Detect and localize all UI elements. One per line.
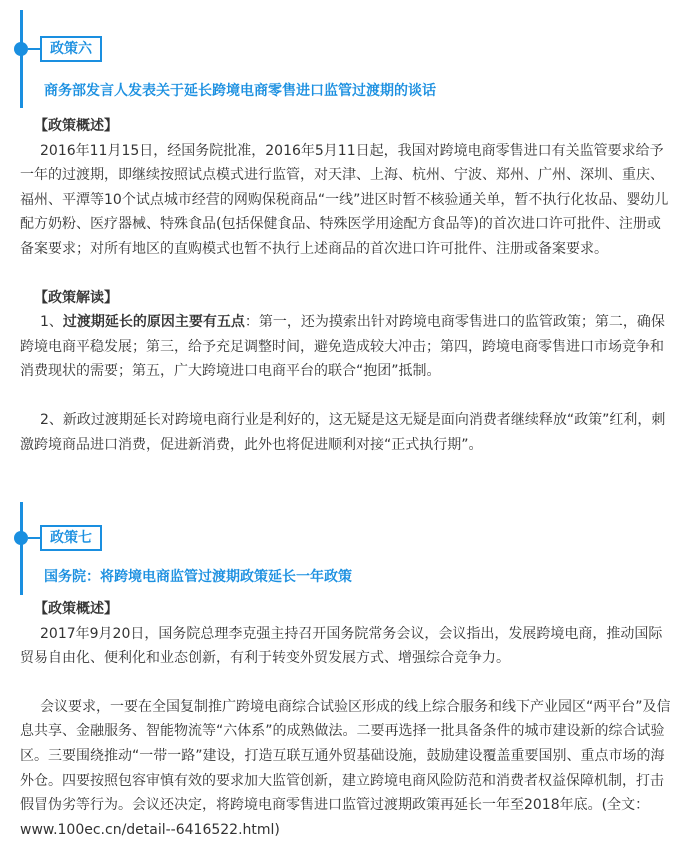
- analysis-point-1: [20, 310, 672, 384]
- point-heading: 过渡期延长的原因主要有五点: [62, 314, 245, 331]
- point-text: ：第一，还为摸索出针对跨境电商零售进口的监管政策；第二，确保跨境电商平稳发展；第三，给予充足调整时间，避免造成较大冲击；第四，跨境电商零售进口市场竞争和消费现状的需要；第五，广大跨境进口电商平台的联合“抱团”抵制。: [20, 314, 665, 380]
- policy-tag: 政策七: [40, 525, 102, 551]
- timeline-dot: [14, 531, 28, 545]
- timeline-connector: [28, 48, 40, 50]
- timeline-dot: [14, 42, 28, 56]
- policy7-body: [20, 597, 672, 842]
- overview-paragraph: 2016年11月15日，经国务院批准，2016年5月11日起，我国对跨境电商零售进口有关监管要求给予一年的过渡期，即继续按照试点模式进行监管，对天津、上海、杭州、宁波、郑州、广州、深圳、重庆、福州、平潭等10个试点城市经营的网购保税商品“一线”进区时暂不核验通关单，暂不执行化妆品、婴幼儿配方奶粉、医疗器械、特殊食品(包括保健食品、特殊医学用途配方食品等)的首次进口许可批件、注册或备案要求；对所有地区的直购模式也暂不执行上述商品的首次进口许可批件、注册或备案要求。: [20, 142, 669, 257]
- overview-label: 【政策概述】: [34, 118, 118, 134]
- timeline-line: [20, 10, 23, 108]
- policy-headline: 国务院：将跨境电商监管过渡期政策延长一年政策: [44, 569, 352, 585]
- analysis-point-2: 2、新政过渡期延长对跨境电商行业是利好的，这无疑是这无疑是面向消费者继续释放“政策”红利，刺激跨境商品进口消费，促进新消费，此外也将促进顺利对接“正式执行期”。: [20, 411, 666, 453]
- timeline-connector: [28, 537, 40, 539]
- meeting-requirements-paragraph: 会议要求，一要在全国复制推广跨境电商综合试验区形成的线上综合服务和线下产业园区“两平台”及信息共享、金融服务、智能物流等“六体系”的成熟做法。二要再选择一批具备条件的城市建设新的综合试验区。三要围绕推动“一带一路”建设，打造互联互通外贸基础设施，鼓励建设覆盖重要国别、重点市场的海外仓。四要按照包容审慎有效的要求加大监管创新，建立跨境电商风险防范和消费者权益保障机制，打击假冒伪劣等行为。会议还决定，将跨境电商零售进口监管过渡期政策再延长一年至2018年底。(全文：www.100ec.cn/detail--6416522.html): [20, 698, 671, 838]
- analysis-label: 【政策解读】: [34, 289, 118, 306]
- policy-headline: 商务部发言人发表关于延长跨境电商零售进口监管过渡期的谈话: [44, 83, 436, 99]
- timeline-line: [20, 502, 23, 595]
- overview-label: 【政策概述】: [34, 601, 118, 617]
- point-number: 1、: [40, 314, 63, 331]
- overview-paragraph: 2017年9月20日，国务院总理李克强主持召开国务院常务会议，会议指出，发展跨境电商，推动国际贸易自由化、便利化和业态创新，有利于转变外贸发展方式、增强综合竞争力。: [20, 625, 663, 667]
- policy-tag: 政策六: [40, 36, 102, 62]
- policy6-body: [20, 114, 672, 457]
